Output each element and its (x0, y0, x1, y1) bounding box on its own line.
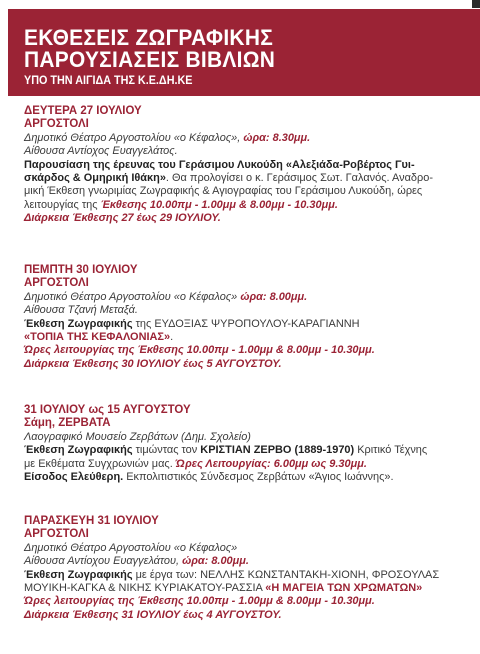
event-1 (24, 105, 474, 226)
event-1-time: ώρα: 8.30μμ. (243, 131, 311, 144)
page-subtitle: ΥΠΟ ΤΗΝ ΑΙΓΙΔΑ ΤΗΣ Κ.Ε.ΔΗ.ΚΕ (24, 73, 193, 87)
event-3-venue: Λαογραφικό Μουσείο Ζερβάτων (Δημ. Σχολείο) (24, 430, 251, 443)
event-2-hours: Ώρες λειτουργίας της Έκθεσης 10.00πμ - 1.00μμ & 8.00μμ - 10.30μμ. (24, 344, 375, 357)
event-4-time: ώρα: 8.00μμ. (182, 555, 249, 568)
event-4-exhibit-rest: με έργα των: ΝΕΛΛΗΣ ΚΩΝΣΤΑΝΤΑΚΗ-ΧΙΟΝΗ, ΦΡΟΣΟΥΛΑΣ (132, 568, 440, 581)
event-2-duration: Διάρκεια Έκθεσης 30 ΙΟΥΛΙΟΥ έως 5 ΑΥΓΟΥΣΤΟΥ. (24, 357, 282, 370)
header-banner (8, 9, 480, 96)
event-1-desc-bold: Παρουσίαση της έρευνας του Γεράσιμου Λυκούδη «Αλεξιάδα-Ροβέρτος Γυι- (24, 158, 415, 171)
event-1-venue: Δημοτικό Θέατρο Αργοστολίου «ο Κέφαλος», (24, 131, 244, 144)
event-3-exhibit-rest2: Κριτικό Τέχνης (354, 444, 428, 457)
event-4-hall: Αίθουσα Αντίοχου Ευαγγελάτου, (24, 555, 183, 568)
event-4-line2a: ΜΟΥΙΚΗ-ΚΑΓΚΑ & ΝΙΚΗΣ ΚΥΡΙΑΚΑΤΟΥ-ΡΑΣΣΙΑ (24, 582, 266, 595)
event-2-time: ώρα: 8.00μμ. (240, 290, 308, 303)
event-1-date: ΔΕΥΤΕΡΑ 27 ΙΟΥΛΙΟΥ (24, 105, 142, 117)
event-1-hall: Αίθουσα Αντίοχος Ευαγγελάτος. (24, 145, 178, 158)
corner-mark (472, 0, 480, 8)
event-1-place: ΑΡΓΟΣΤΟΛΙ (24, 118, 89, 131)
event-2-hall: Αίθουσα Τζανή Μεταξά. (24, 304, 138, 317)
event-2 (24, 264, 474, 371)
event-3-date: 31 ΙΟΥΛΙΟΥ ως 15 ΑΥΓΟΥΣΤΟΥ (24, 404, 191, 416)
event-4-line2b: «Η ΜΑΓΕΙΑ ΤΩΝ ΧΡΩΜΑΤΩΝ» (265, 582, 423, 595)
page-title-line1: ΕΚΘΕΣΕΙΣ ΖΩΓΡΑΦΙΚΗΣ (24, 25, 274, 50)
event-1-duration: Διάρκεια Έκθεσης 27 έως 29 ΙΟΥΛΙΟΥ. (24, 212, 221, 225)
event-4-exhibit-label: Έκθεση Ζωγραφικής (24, 568, 133, 581)
event-1-desc-line4b: Έκθεσης 10.00πμ - 1.00μμ & 8.00μμ - 10.30μμ. (100, 198, 338, 211)
page-title-line2: ΠΑΡΟΥΣΙΑΣΕΙΣ ΒΙΒΛΙΩΝ (24, 47, 276, 72)
event-2-exhibit-label: Έκθεση Ζωγραφικής (24, 317, 133, 330)
event-3-line2b: Ώρες Λειτουργίας: 6.00μμ ως 9.30μμ. (175, 457, 367, 470)
event-2-exhibit-title-end: . (170, 331, 174, 344)
event-2-place: ΑΡΓΟΣΤΟΛΙ (24, 277, 89, 290)
event-3-exhibit-label: Έκθεση Ζωγραφικής (24, 444, 133, 457)
event-4-date: ΠΑΡΑΣΚΕΥΗ 31 ΙΟΥΛΙΟΥ (24, 515, 159, 527)
event-3-exhibit-name: ΚΡΙΣΤΙΑΝ ΖΕΡΒΟ (1889-1970) (200, 444, 355, 457)
event-3-place: Σάμη, ΖΕΡΒΑΤΑ (24, 417, 111, 430)
event-1-desc-line3: μική Έκθεση γνωριμίας Ζωγραφικής & Αγιογραφίας του Γεράσιμου Λυκούδη, ώρες (24, 185, 423, 198)
event-1-desc-rest: . Θα προλογίσει ο κ. Γεράσιμος Σωτ. Γαλανός. Αναδρο- (165, 172, 433, 185)
event-2-exhibit-rest: της ΕΥΔΟΞΙΑΣ ΨΥΡΟΠΟΥΛΟΥ-ΚΑΡΑΓΙΑΝΝΗ (132, 317, 360, 330)
event-4-duration: Διάρκεια Έκθεσης 31 ΙΟΥΛΙΟΥ έως 4 ΑΥΓΟΥΣΤΟΥ. (24, 608, 282, 621)
event-2-exhibit-title: «ΤΟΠΙΑ ΤΗΣ ΚΕΦΑΛΟΝΙΑΣ» (24, 331, 171, 344)
event-2-venue: Δημοτικό Θέατρο Αργοστολίου «ο Κέφαλος» (24, 290, 241, 303)
event-4-place: ΑΡΓΟΣΤΟΛΙ (24, 528, 89, 541)
event-3-line2a: με Εκθέματα Συγχρωνιών μας. (24, 457, 176, 470)
event-3 (24, 404, 474, 484)
event-4-hours: Ώρες λειτουργίας της Έκθεσης 10.00πμ - 1.00μμ & 8.00μμ - 10.30μμ. (24, 595, 375, 608)
event-3-line3a: Είσοδος Ελεύθερη. (24, 471, 124, 484)
event-1-desc-bold2: σκάρδος & Ομηρική Ιθάκη» (24, 172, 166, 185)
event-4-venue: Δημοτικό Θέατρο Αργοστολίου «ο Κέφαλος» (24, 541, 238, 554)
event-2-date: ΠΕΜΠΤΗ 30 ΙΟΥΛΙΟΥ (24, 264, 138, 276)
event-3-exhibit-rest: τιμώντας τον (132, 444, 201, 457)
event-3-line3b: Εκπολιτιστικός Σύνδεσμος Ζερβάτων «Άγιος Ιωάννης». (123, 471, 394, 484)
event-4 (24, 515, 474, 622)
event-1-desc-line4a: λειτουργίας της (24, 198, 101, 211)
